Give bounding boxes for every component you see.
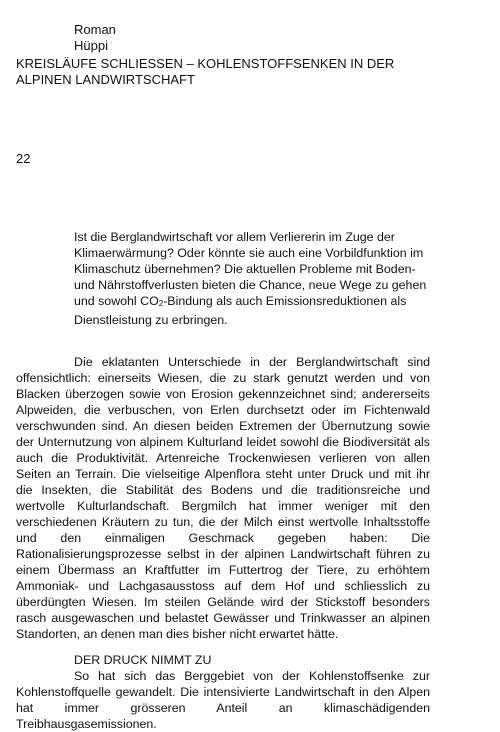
author-first-name: Roman — [74, 22, 116, 37]
body-paragraph-2-text: So hat sich das Berggebiet von der Kohlenstoffsenke zur Kohlenstoffquelle gewandelt. Die intensivierte Landwirtschaft in den Alpen hat immer grösseren Anteil an klimaschädigenden Treibhausgasemissionen. — [16, 669, 430, 731]
page-number: 22 — [16, 151, 31, 166]
section-subheading: DER DRUCK NIMMT ZU — [74, 653, 212, 667]
body-paragraph-1-text: Die eklatanten Unterschiede in der Berglandwirtschaft sind offensichtlich: einerseits Wiesen, die zu stark genutzt werden und von Blacken überzogen sowie von Erosion gekennzeichnet sind; andererseits Alpweiden, die verbuschen, von Erlen durchsetzt oder im Fichtenwald verschwunden sind. An diesen beiden Extremen der Übernutzung sowie der Unternutzung von alpinem Kulturland leidet sowohl die Biodiversität als auch die Produktivität. Artenreiche Trockenwiesen verlieren von allen Seiten an Terrain. Die vielseitige Alpenflora steht unter Druck und mit ihr die Insekten, die Stabilität des Bodens und die traditionsreiche und wertvolle Kulturlandschaft. Bergmilch hat immer weniger mit den verschiedenen Kräutern zu tun, die der Milch einst wertvolle Inhaltsstoffe und den einmaligen Geschmack gegeben haben: Die Rationalisierungsprozesse selbst in der alpinen Landwirtschaft führen zu einem Übermass an Kraftfutter im Futtertrog der Tiere, zu erhöhtem Ammoniak- und Lachgasausstoss auf dem Hof und schliesslich zu überdüngten Wiesen. Im steilen Gelände wird der Stickstoff besonders rasch ausgewaschen und belastet Gewässer und Trinkwasser an alpinen Standorten, an denen man dies bisher nicht erwartet hätte. — [16, 355, 430, 641]
article-title — [16, 56, 416, 88]
author-last-name: Hüppi — [74, 38, 108, 53]
lead-subscript: 2 — [158, 299, 164, 308]
article-title-line-1: KREISLÄUFE SCHLIESSEN – KOHLENSTOFFSENKEN IN DER — [16, 56, 395, 71]
lead-text-part-1: Ist die Berglandwirtschaft vor allem Verliererin im Zuge der Klimaerwärmung? Oder könnte sie auch eine Vorbildfunktion im Klimaschutz übernehmen? Die aktuellen Probleme mit Boden- und Nährstoffverlusten bieten die Chance, neue Wege zu gehen und sowohl CO — [74, 230, 427, 308]
author-name — [74, 22, 116, 54]
lead-paragraph — [74, 229, 430, 328]
body-paragraph-1 — [16, 354, 430, 642]
lead-text-part-2: -Bindung als auch Emissionsreduktionen als Dienstleistung zu erbringen. — [74, 294, 407, 327]
article-title-line-2: ALPINEN LANDWIRTSCHAFT — [16, 72, 195, 87]
body-paragraph-2 — [16, 668, 430, 732]
